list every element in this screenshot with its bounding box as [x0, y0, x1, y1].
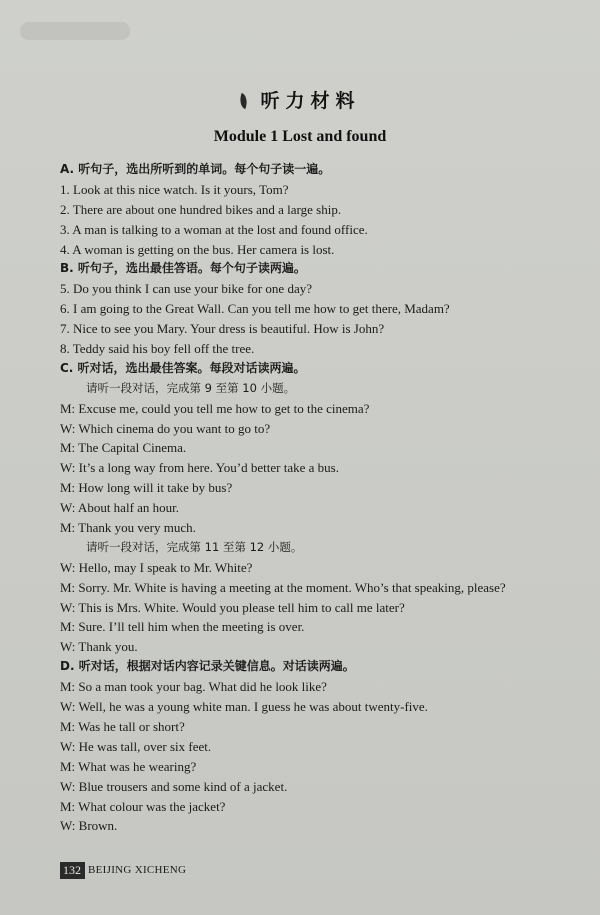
transcript-line: 6. I am going to the Great Wall. Can you tell me how to get there, Madam? [60, 301, 450, 317]
leaf-icon [237, 93, 250, 109]
transcript-line: 8. Teddy said his boy fell off the tree. [60, 341, 255, 357]
module-heading: Module 1 Lost and found [213, 128, 387, 145]
section-heading: C. 听对话，选出最佳答案。每段对话读两遍。 [60, 360, 306, 375]
transcript-line: M: What was he wearing? [60, 758, 197, 774]
transcript-line: W: Hello, may I speak to Mr. White? [60, 559, 253, 575]
transcript-line: W: Which cinema do you want to go to? [60, 420, 271, 436]
transcript-line: 1. Look at this nice watch. Is it yours, Tom? [60, 181, 289, 197]
transcript-line: W: Blue trousers and some kind of a jacket. [60, 778, 288, 794]
section-instruction: 请听一段对话，完成第 9 至第 10 小题。 [86, 380, 296, 395]
transcript-line: 4. A woman is getting on the bus. Her camera is lost. [60, 241, 335, 257]
transcript-line: M: Thank you very much. [60, 520, 196, 536]
section-heading: A. 听句子，选出所听到的单词。每个句子读一遍。 [60, 162, 331, 176]
transcript-line: M: How long will it take by bus? [60, 480, 233, 496]
transcript-line: M: Sorry. Mr. White is having a meeting at the moment. Who’s that speaking, please? [60, 579, 506, 595]
publisher-brand: BEIJING XICHENG [88, 864, 187, 876]
transcript-line: M: So a man took your bag. What did he look like? [60, 679, 327, 695]
transcript-line: W: This is Mrs. White. Would you please tell him to call me later? [60, 599, 405, 615]
transcript-line: 7. Nice to see you Mary. Your dress is beautiful. How is John? [60, 321, 385, 337]
transcript-line: M: The Capital Cinema. [60, 440, 187, 456]
page-title [0, 86, 600, 113]
page-number: 132 [60, 862, 85, 879]
transcript-line: M: Was he tall or short? [60, 718, 185, 734]
transcript-line: M: What colour was the jacket? [60, 798, 226, 814]
header-watermark [20, 22, 130, 40]
transcript-body [60, 160, 570, 836]
transcript-line: M: Sure. I’ll tell him when the meeting is over. [60, 619, 305, 635]
page-footer [60, 860, 186, 880]
transcript-line: W: Brown. [60, 818, 118, 834]
transcript-line: 5. Do you think I can use your bike for one day? [60, 281, 312, 297]
transcript-line: W: About half an hour. [60, 500, 180, 516]
transcript-line: M: Excuse me, could you tell me how to get to the cinema? [60, 400, 370, 416]
page-title-text: 听力材料 [260, 90, 361, 112]
transcript-line: W: It’s a long way from here. You’d better take a bus. [60, 460, 339, 476]
section-instruction: 请听一段对话，完成第 11 至第 12 小题。 [86, 539, 303, 554]
transcript-line: W: Well, he was a young white man. I guess he was about twenty-five. [60, 699, 428, 715]
transcript-line: W: He was tall, over six feet. [60, 738, 212, 754]
transcript-line: 2. There are about one hundred bikes and a large ship. [60, 201, 342, 217]
transcript-line: 3. A man is talking to a woman at the lost and found office. [60, 221, 368, 237]
transcript-line: W: Thank you. [60, 639, 138, 655]
section-heading: B. 听句子，选出最佳答语。每个句子读两遍。 [60, 261, 306, 276]
section-heading: D. 听对话，根据对话内容记录关键信息。对话读两遍。 [60, 659, 355, 674]
